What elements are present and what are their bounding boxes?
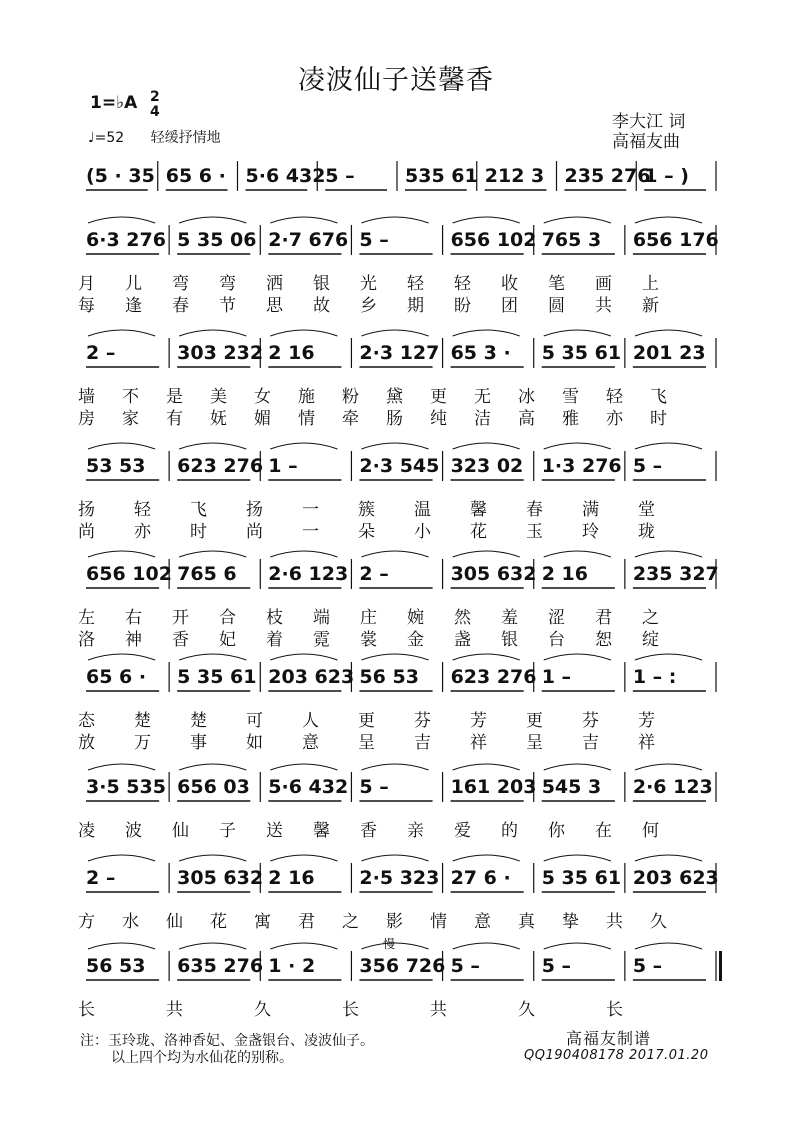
measure: 65 6 · bbox=[86, 666, 147, 688]
slur bbox=[179, 551, 246, 557]
slur bbox=[88, 443, 155, 449]
slur bbox=[453, 217, 520, 223]
slur bbox=[453, 764, 520, 770]
slur bbox=[88, 654, 155, 660]
measure: 53 53 bbox=[86, 455, 146, 477]
notation-row bbox=[0, 563, 792, 593]
expression-mark: 轻缓抒情地 bbox=[150, 130, 221, 146]
measure: 545 3 bbox=[541, 776, 602, 798]
measure: 2 16 bbox=[541, 563, 588, 585]
slur bbox=[270, 330, 337, 336]
measure: 6·3 276 bbox=[86, 229, 166, 251]
measure: 623 276 bbox=[177, 455, 264, 477]
slur bbox=[635, 217, 702, 223]
lyric-line: 凌波仙子送馨香亲爱的你在何 bbox=[78, 821, 689, 841]
measure: 2·5 323 bbox=[359, 867, 440, 889]
measure: 656 176 bbox=[632, 229, 719, 251]
measure: 2 16 bbox=[268, 867, 315, 889]
notation-row bbox=[0, 455, 792, 485]
measure: 2·3 127 bbox=[359, 342, 440, 364]
measure: 765 6 bbox=[177, 563, 237, 585]
notation-row bbox=[0, 165, 792, 195]
measure: 1 – : bbox=[632, 666, 677, 688]
slur bbox=[270, 764, 337, 770]
measure: 1 – bbox=[268, 455, 298, 477]
measure: 212 3 bbox=[484, 165, 545, 187]
score-maker: 高福友制谱 bbox=[566, 1029, 652, 1048]
lyric-line: 态楚楚可人更芬芳更芬芳 bbox=[78, 711, 694, 731]
lyric-line: 左右开合枝端庄婉然羞涩君之 bbox=[78, 608, 689, 628]
slur bbox=[361, 443, 428, 449]
lyric-line: 放万事如意呈吉祥呈吉祥 bbox=[78, 733, 694, 753]
measure: 5 – bbox=[541, 955, 572, 977]
slur bbox=[544, 330, 611, 336]
measure: 5 – bbox=[632, 455, 663, 477]
footnote-line-1: 注：玉玲珑、洛神香妃、金盏银台、凌波仙子。 bbox=[80, 1033, 374, 1049]
notation-row bbox=[0, 342, 792, 372]
lyric-line: 每逢春节思故乡期盼团圆共新 bbox=[78, 296, 689, 316]
slur bbox=[179, 855, 246, 861]
measure: 305 632 bbox=[177, 867, 264, 889]
tempo-line bbox=[88, 127, 221, 147]
slur bbox=[88, 764, 155, 770]
measure: 535 61 bbox=[405, 165, 478, 187]
slur bbox=[453, 551, 520, 557]
slur bbox=[544, 855, 611, 861]
measure: 623 276 bbox=[450, 666, 537, 688]
slur bbox=[361, 654, 428, 660]
lyric-line: 扬轻飞扬一簇温馨春满堂 bbox=[78, 500, 694, 520]
slur bbox=[635, 855, 702, 861]
measure: 5 35 06 bbox=[177, 229, 257, 251]
measure: 2·7 676 bbox=[268, 229, 349, 251]
notation-row bbox=[0, 229, 792, 259]
measure: 203 623 bbox=[268, 666, 355, 688]
slur bbox=[179, 764, 246, 770]
measure: 56 53 bbox=[86, 955, 146, 977]
meter-bottom: 4 bbox=[150, 104, 160, 120]
slur bbox=[361, 551, 428, 557]
slur bbox=[88, 330, 155, 336]
meter-top: 2 bbox=[150, 89, 160, 105]
slur bbox=[179, 217, 246, 223]
slur bbox=[453, 855, 520, 861]
measure: 765 3 bbox=[541, 229, 602, 251]
measure: 5 – bbox=[450, 955, 480, 977]
measure: 2 16 bbox=[268, 342, 315, 364]
lyricist-credit: 李大江 词 bbox=[612, 112, 686, 132]
measure: 5 35 61 bbox=[541, 342, 622, 364]
measure: 161 203 bbox=[450, 776, 537, 798]
slur bbox=[635, 943, 702, 949]
slur bbox=[544, 217, 611, 223]
slur bbox=[88, 217, 155, 223]
measure: 2 – bbox=[86, 867, 116, 889]
measure: 635 276 bbox=[177, 955, 264, 977]
slur bbox=[544, 764, 611, 770]
measure: 3·5 535 bbox=[86, 776, 166, 798]
slur bbox=[635, 654, 702, 660]
slur bbox=[453, 330, 520, 336]
slur bbox=[270, 551, 337, 557]
measure: 235 327 bbox=[632, 563, 719, 585]
slur bbox=[270, 217, 337, 223]
measure: 27 6 · bbox=[450, 867, 511, 889]
slur bbox=[453, 943, 520, 949]
slur bbox=[544, 443, 611, 449]
measure: 65 6 · bbox=[165, 165, 226, 187]
measure: 5 35 61 bbox=[177, 666, 257, 688]
song-title: 凌波仙子送馨香 bbox=[298, 65, 494, 96]
measure: 235 276 bbox=[564, 165, 651, 187]
measure: 5·6 432 bbox=[268, 776, 349, 798]
measure: 5·6 432 bbox=[245, 165, 326, 187]
lyric-line: 墙不是美女施粉黛更无冰雪轻飞 bbox=[78, 387, 694, 407]
slur bbox=[453, 443, 520, 449]
measure: 5 – bbox=[359, 229, 389, 251]
slur bbox=[635, 443, 702, 449]
measure: 2 – bbox=[86, 342, 116, 364]
lyric-line: 洛神香妃着霓裳金盏银台恕绽 bbox=[78, 630, 689, 650]
measure: 2·6 123 bbox=[632, 776, 713, 798]
slur bbox=[544, 654, 611, 660]
slur bbox=[635, 330, 702, 336]
measure: 1·3 276 bbox=[541, 455, 622, 477]
measure: 2·3 545 bbox=[359, 455, 440, 477]
slur bbox=[270, 654, 337, 660]
slur bbox=[270, 943, 337, 949]
slur bbox=[361, 764, 428, 770]
measure: (5 · 35 bbox=[86, 165, 155, 187]
slur bbox=[179, 654, 246, 660]
slur bbox=[361, 217, 428, 223]
lyric-line: 房家有妩媚情牵肠纯洁高雅亦时 bbox=[78, 409, 694, 429]
slur bbox=[179, 443, 246, 449]
slur bbox=[179, 943, 246, 949]
measure: 1 – ) bbox=[644, 165, 689, 187]
tempo-mark: ♩=52 bbox=[88, 130, 125, 146]
slur bbox=[270, 443, 337, 449]
composer-credit: 高福友曲 bbox=[612, 132, 680, 152]
measure: 56 53 bbox=[359, 666, 419, 688]
slur bbox=[635, 764, 702, 770]
measure: 303 232 bbox=[177, 342, 264, 364]
measure: 5 – bbox=[359, 776, 389, 798]
slur bbox=[88, 855, 155, 861]
lyric-line: 月儿弯弯洒银光轻轻收笔画上 bbox=[78, 274, 689, 294]
footnote-line-2: 以上四个均为水仙花的别称。 bbox=[111, 1050, 293, 1066]
slur bbox=[179, 330, 246, 336]
measure: 201 23 bbox=[632, 342, 706, 364]
slur bbox=[270, 855, 337, 861]
slur bbox=[88, 551, 155, 557]
slow-mark: 慢 bbox=[383, 937, 396, 951]
key-signature: 1=♭A bbox=[90, 93, 138, 113]
measure: 5 – bbox=[325, 165, 355, 187]
measure: 2·6 123 bbox=[268, 563, 349, 585]
measure: 356 726 bbox=[359, 955, 446, 977]
slur bbox=[544, 551, 611, 557]
lyric-line: 尚亦时尚一朵小花玉玲珑 bbox=[78, 522, 694, 542]
notation-row bbox=[0, 955, 792, 985]
measure: 323 02 bbox=[450, 455, 524, 477]
lyric-line: 方水仙花寓君之影情意真挚共久 bbox=[78, 912, 694, 932]
measure: 305 632 bbox=[450, 563, 537, 585]
measure: 5 35 61 bbox=[541, 867, 622, 889]
measure: 65 3 · bbox=[450, 342, 511, 364]
slur bbox=[361, 330, 428, 336]
slur bbox=[544, 943, 611, 949]
measure: 1 – bbox=[541, 666, 572, 688]
time-signature bbox=[150, 90, 160, 120]
slur bbox=[88, 943, 155, 949]
slur bbox=[635, 551, 702, 557]
slur bbox=[361, 855, 428, 861]
measure: 656 102 bbox=[450, 229, 537, 251]
notation-row bbox=[0, 867, 792, 897]
measure: 203 623 bbox=[632, 867, 719, 889]
qq-and-date: QQ190408178 2017.01.20 bbox=[524, 1048, 709, 1063]
measure: 5 – bbox=[632, 955, 663, 977]
slur bbox=[453, 654, 520, 660]
measure: 1 · 2 bbox=[268, 955, 316, 977]
notation-row bbox=[0, 666, 792, 696]
lyric-line: 长共久长共久长 bbox=[78, 1000, 694, 1020]
measure: 2 – bbox=[359, 563, 389, 585]
measure: 656 03 bbox=[177, 776, 250, 798]
notation-row bbox=[0, 776, 792, 806]
measure: 656 102 bbox=[86, 563, 172, 585]
